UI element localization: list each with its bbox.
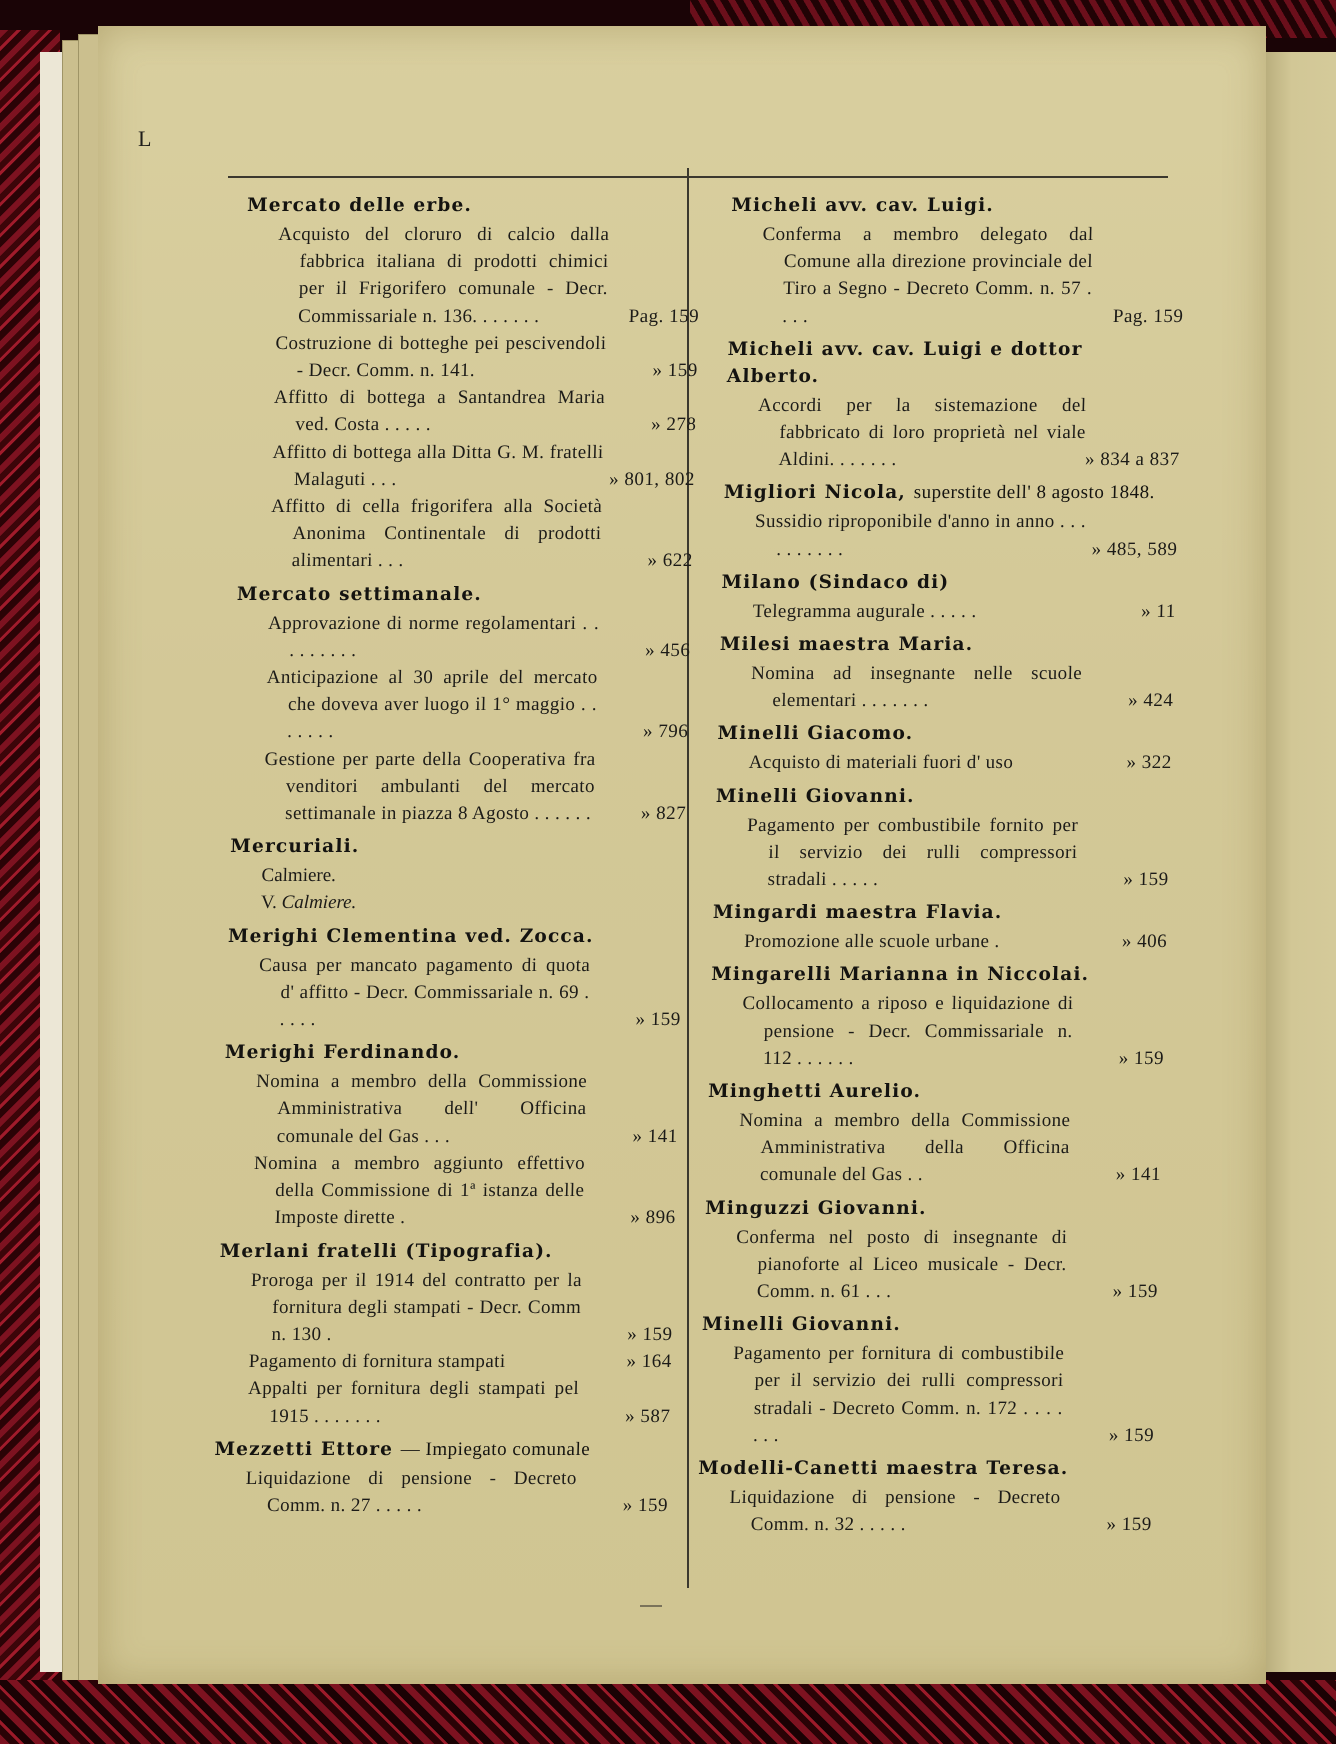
header-rule	[228, 176, 1168, 178]
sub-entry	[750, 660, 1174, 714]
index-entry	[228, 833, 685, 916]
entry-heading: Merighi Ferdinando.	[224, 1042, 461, 1064]
sub-entry-text: Conferma nel posto di insegnante di pianoforte al Liceo musicale - Decr. Comm. n. 61 . . .	[736, 1226, 1068, 1303]
entry-name: Mezzetti Ettore	[214, 1438, 394, 1460]
sub-entry-text: Acquisto del cloruro di calcio dalla fabbrica italiana di prodotti chimici per il Frigorifero comunale - Decr. Commissariale n. 136. . . . . . .	[278, 224, 610, 327]
sub-entry	[738, 1107, 1163, 1189]
entry-heading: Minghetti Aurelio.	[707, 1081, 922, 1103]
sub-entry-text: Accordi per la sistemazione del fabbricato di loro proprietà nel viale Aldini. . . . . . .	[757, 394, 1087, 471]
sub-entry	[247, 1375, 671, 1429]
sub-entry	[276, 221, 702, 330]
entry-heading	[214, 1436, 670, 1463]
book-cover-bottom	[0, 1680, 1336, 1744]
sub-entry-text: Collocamento a riposo e liquidazione di pensione - Decr. Commissariale n. 112 . . . . . .	[742, 993, 1074, 1069]
sub-entry	[745, 812, 1170, 894]
entry-heading: Merighi Clementina ved. Zocca.	[227, 925, 595, 947]
entry-heading: Milesi maestra Maria.	[719, 634, 974, 656]
page-reference: » 159	[1106, 1514, 1153, 1536]
entry-heading-rest: — Impiegato comunale	[400, 1438, 591, 1460]
sub-entry-text: Nomina a membro della Commissione Amministrativa dell' Officina comunale del Gas . . .	[255, 1071, 588, 1147]
sub-entry-text: Causa per mancato pagamento di quota d' affitto - Decr. Commissariale n. 69 . . . . .	[258, 954, 591, 1031]
sub-entry-text: Sussidio riproponibile d'anno in anno . . . . . . . . . .	[754, 511, 1087, 560]
page-reference: » 456	[644, 639, 691, 661]
index-entry	[716, 720, 1172, 776]
sub-entry	[731, 1340, 1157, 1449]
entry-heading: Milano (Sindaco di)	[721, 571, 950, 593]
entry-heading: Minguzzi Giovanni.	[704, 1197, 928, 1219]
page-reference: » 159	[1118, 1047, 1165, 1069]
sub-entry-text: Anticipazione al 30 aprile del mercato che doveva aver luogo il 1° maggio . . . . . . .	[266, 667, 599, 743]
index-entry	[703, 1195, 1161, 1306]
sub-entry	[728, 1484, 1152, 1538]
sub-entry-text: Pagamento per combustibile fornito per il servizio dei rulli compressori stradali . . . . .	[746, 814, 1079, 891]
sub-entry	[263, 746, 688, 828]
sub-entry-text: Conferma a membro delegato dal Comune alla direzione provinciale del Tiro a Segno - Decreto Comm. n. 57 . . . .	[762, 224, 1094, 327]
sub-entry	[272, 439, 696, 493]
index-entry	[696, 1455, 1153, 1538]
entry-heading: Minelli Giovanni.	[701, 1314, 902, 1336]
sub-entry	[274, 330, 698, 384]
page-reference: » 827	[640, 803, 687, 825]
page-reference: » 278	[650, 414, 697, 436]
entry-heading: Mercuriali.	[230, 836, 360, 858]
entry-heading: Mingardi maestra Flavia.	[712, 902, 1003, 924]
entry-heading	[723, 479, 1179, 506]
sub-entry	[735, 1224, 1160, 1306]
page-reference: » 141	[1115, 1164, 1162, 1186]
sub-entry	[273, 384, 697, 438]
sub-entry	[249, 1267, 674, 1349]
index-entry	[720, 569, 1176, 625]
page-reference: » 159	[627, 1323, 673, 1345]
page-reference: » 11	[1140, 600, 1177, 622]
page-reference: » 159	[1108, 1424, 1155, 1446]
sub-entry	[254, 1068, 679, 1150]
page-reference: » 406	[1121, 931, 1168, 953]
sub-entry-text: Liquidazione di pensione - Decreto Comm. n. 27 . . . . .	[245, 1467, 578, 1516]
sub-entry-text: Proroga per il 1914 del contratto per la fornitura degli stampati - Decr. Comm n. 130 .	[250, 1269, 583, 1345]
next-page-edge	[1262, 52, 1336, 1672]
sub-entry-text: Pagamento per fornitura di combustibile per il servizio dei rulli compressori stradali - Decreto Comm. n. 172 . . . . . . .	[733, 1343, 1065, 1446]
sub-entry	[257, 952, 682, 1034]
entry-heading: Modelli-Canetti maestra Teresa.	[698, 1458, 1069, 1480]
index-entry	[724, 336, 1183, 474]
index-entry	[213, 1436, 670, 1519]
sub-entry-text: Telegramma augurale . . . . .	[752, 600, 977, 622]
sub-entry	[741, 990, 1166, 1072]
page-reference: Pag. 159	[1112, 305, 1184, 327]
page-reference: » 141	[632, 1125, 679, 1147]
sub-entry	[252, 1150, 677, 1232]
index-entry	[712, 899, 1168, 955]
entry-heading: Micheli avv. cav. Luigi e dottor Alberto.	[726, 338, 1083, 387]
entry-heading: Minelli Giovanni.	[715, 785, 916, 807]
entry-heading-rest: superstite dell' 8 agosto 1848.	[913, 482, 1156, 504]
sub-entry-text: Appalti per fornitura degli stampati pel 1915 . . . . . . .	[247, 1378, 580, 1427]
page-reference: » 622	[647, 550, 694, 572]
sub-entry	[269, 493, 694, 575]
sub-entry-text: Pagamento di fornitura stampati	[248, 1351, 506, 1373]
page-reference: Pag. 159	[628, 305, 700, 327]
index-entry	[225, 923, 683, 1034]
page-reference: » 159	[652, 360, 699, 382]
index-entry	[220, 1039, 680, 1231]
page-reference: » 801, 802	[608, 468, 696, 490]
index-entry	[728, 192, 1187, 330]
sub-entry	[748, 749, 1172, 776]
page-reference: » 159	[1123, 869, 1169, 891]
page-reference: » 159	[1112, 1281, 1159, 1303]
sub-entry	[754, 508, 1178, 562]
entry-heading: Micheli avv. cav. Luigi.	[731, 195, 995, 216]
entry-name: Migliori Nicola,	[723, 482, 907, 504]
sub-entry	[267, 610, 691, 664]
sub-entry	[744, 928, 1168, 955]
index-entry	[709, 961, 1167, 1072]
see-target: Calmiere.	[281, 892, 357, 914]
sub-entry-text: Gestione per parte della Cooperativa fra venditori ambulanti del mercato settimanale in piazza 8 Agosto . . . . . .	[264, 748, 596, 825]
page-reference: » 159	[622, 1494, 669, 1516]
page-reference: » 164	[626, 1351, 673, 1373]
entry-heading: Mercato delle erbe.	[246, 195, 473, 216]
page-number: L	[138, 126, 154, 151]
sub-entry-text: Nomina ad insegnante nelle scuole elementari . . . . . . .	[750, 663, 1083, 712]
sub-entry-text: Approvazione di norme regolamentari . . . . . . . . .	[267, 612, 600, 661]
index-entry	[706, 1078, 1164, 1189]
index-entry	[231, 581, 692, 828]
bottom-dash	[640, 1605, 662, 1607]
index-entry	[699, 1311, 1158, 1449]
sub-entry-text: Liquidazione di pensione - Decreto Comm. n. 32 . . . . .	[729, 1487, 1061, 1536]
left-column	[213, 192, 703, 1525]
page-reference: » 587	[624, 1405, 671, 1427]
sub-entry	[248, 1348, 672, 1375]
entry-heading: Minelli Giacomo.	[717, 723, 914, 745]
entry-heading: Merlani fratelli (Tipografia).	[219, 1240, 554, 1262]
sub-entry-text: Promozione alle scuole urbane .	[743, 931, 1000, 953]
entry-plain-text: Calmiere.	[261, 865, 337, 887]
page-reference: » 796	[642, 721, 689, 743]
page-reference: » 424	[1127, 690, 1174, 712]
sub-entry	[752, 598, 1176, 625]
sub-entry-text: Nomina a membro aggiunto effettivo della Commissione di 1ª istanza delle Imposte dirette .	[253, 1152, 586, 1229]
page-reference: » 896	[630, 1207, 676, 1229]
sub-entry	[245, 1465, 669, 1519]
see-also	[260, 889, 684, 916]
sub-entry-text: Affitto di bottega alla Ditta G. M. fratelli Malaguti . . .	[272, 441, 604, 490]
index-entry	[718, 631, 1175, 714]
sub-entry-text: Nomina a membro della Commissione Amministrativa della Officina comunale del Gas . .	[739, 1110, 1071, 1186]
sub-entry-text: Affitto di cella frigorifera alla Società Anonima Continentale di prodotti alimentari . . .	[270, 496, 603, 572]
index-entry	[713, 783, 1171, 894]
sub-entry	[756, 392, 1181, 474]
right-column	[696, 192, 1186, 1545]
see-prefix: V.	[260, 892, 278, 914]
sub-entry-text: Costruzione di botteghe pei pescivendoli - Decr. Comm. n. 141.	[275, 332, 607, 382]
sub-entry	[760, 221, 1186, 330]
page-reference: » 834 a 837	[1084, 449, 1180, 471]
page-reference: » 322	[1126, 752, 1173, 774]
index-entry	[215, 1238, 675, 1430]
entry-heading: Mercato settimanale.	[236, 583, 483, 605]
entry-heading: Mingarelli Marianna in Niccolai.	[710, 964, 1090, 986]
index-entry	[237, 192, 702, 575]
index-entry	[722, 479, 1179, 562]
sub-entry	[265, 664, 690, 746]
page-reference: » 485, 589	[1091, 538, 1178, 560]
page-reference: » 159	[635, 1009, 682, 1031]
sub-entry-text: Acquisto di materiali fuori d' uso	[748, 752, 1014, 774]
sub-entry-text: Affitto di bottega a Santandrea Maria ved. Costa . . . . .	[273, 387, 606, 436]
